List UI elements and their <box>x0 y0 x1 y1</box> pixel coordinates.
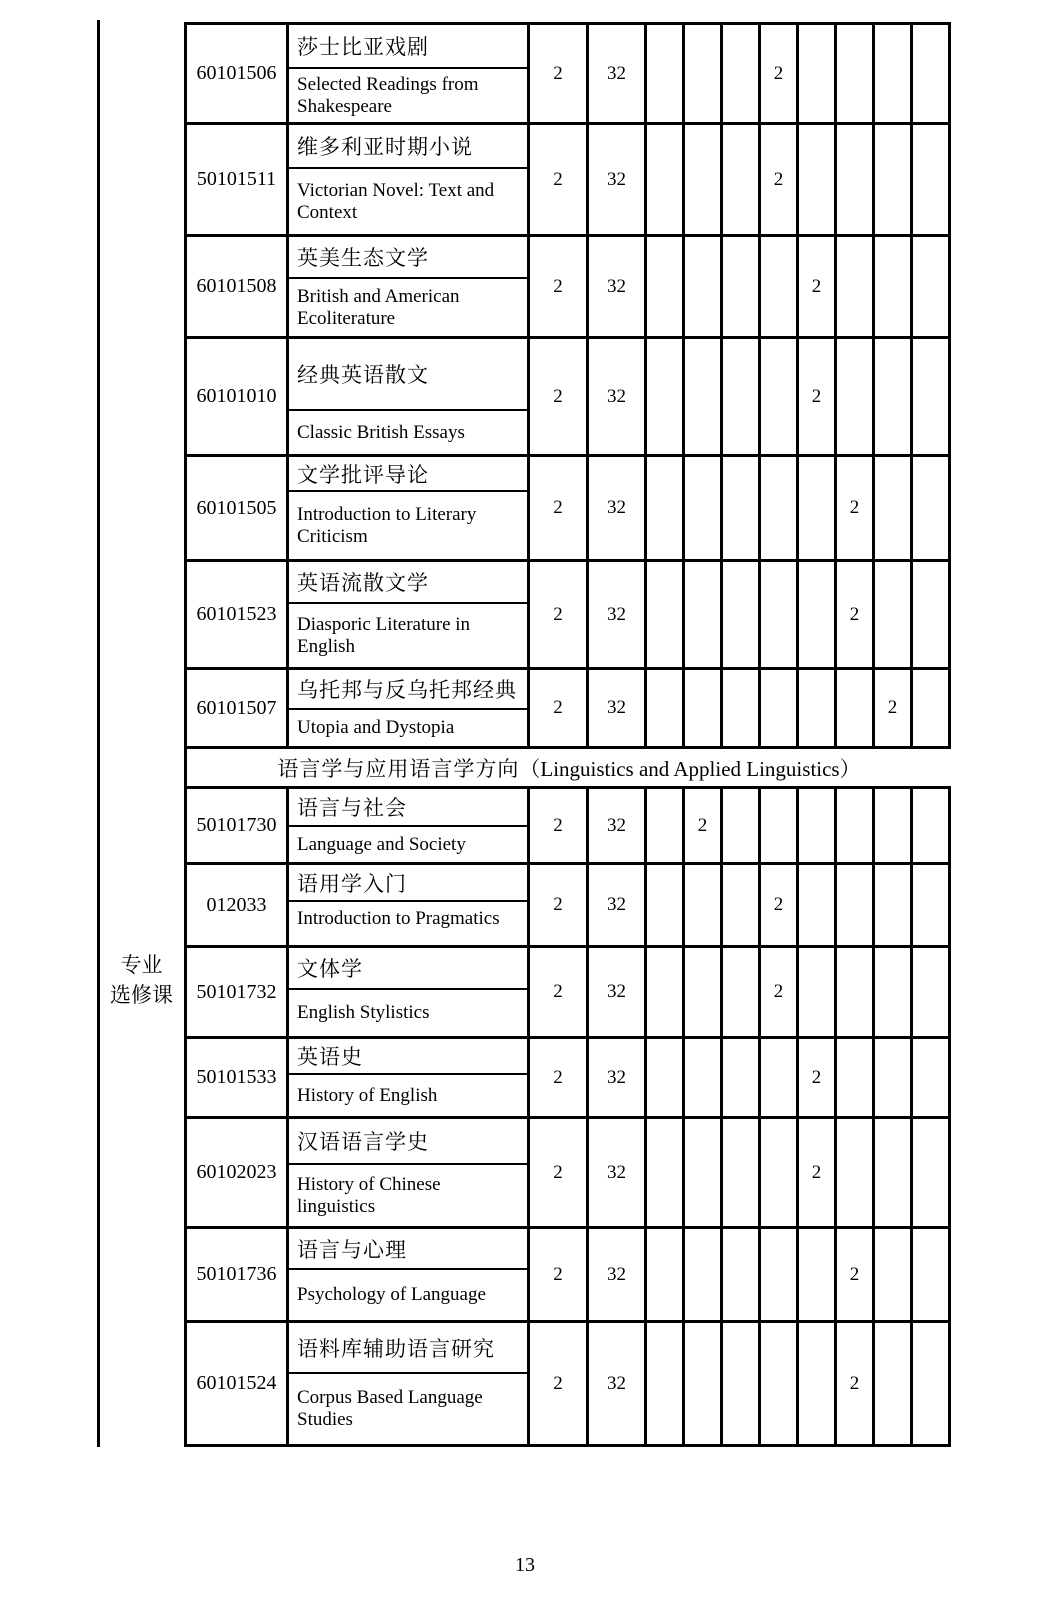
course-name-zh: 经典英语散文 <box>289 339 527 411</box>
course-name-zh: 语用学入门 <box>289 865 527 902</box>
course-name-cell <box>289 339 530 454</box>
semester-8-value <box>913 1039 951 1116</box>
semester-5-value <box>799 1323 837 1444</box>
table-row <box>187 1119 951 1229</box>
semester-4-value <box>761 1229 799 1320</box>
course-name-cell <box>289 25 530 122</box>
credits-value: 2 <box>530 457 589 559</box>
course-name-en: Psychology of Language <box>297 1284 486 1305</box>
table-row <box>187 789 951 865</box>
semester-1-value <box>647 562 685 667</box>
course-code: 60101505 <box>187 457 289 559</box>
semester-5-value <box>799 457 837 559</box>
semester-1-value <box>647 865 685 945</box>
course-name-en: Corpus Based Language Studies <box>297 1387 483 1430</box>
semester-6-value <box>837 25 875 122</box>
course-name-zh: 莎士比亚戏剧 <box>289 25 527 69</box>
course-name-en: British and American Ecoliterature <box>297 285 460 329</box>
course-name-cell <box>289 865 530 945</box>
semester-8-value <box>913 125 951 234</box>
course-name-en: English Stylistics <box>297 1002 430 1023</box>
hours-value: 32 <box>589 789 647 862</box>
semester-6-value <box>837 1119 875 1226</box>
hours-value: 32 <box>589 25 647 122</box>
course-name-zh: 文体学 <box>289 948 527 990</box>
semester-8-value <box>913 457 951 559</box>
semester-6-value <box>837 948 875 1036</box>
credits-value: 2 <box>530 1039 589 1116</box>
semester-3-value <box>723 125 761 234</box>
semester-7-value <box>875 789 913 862</box>
semester-6-value <box>837 670 875 746</box>
semester-1-value <box>647 237 685 336</box>
semester-5-value <box>799 1229 837 1320</box>
table-row <box>187 125 951 237</box>
credits-value: 2 <box>530 865 589 945</box>
semester-5-value <box>799 789 837 862</box>
hours-value: 32 <box>589 1119 647 1226</box>
semester-3-value <box>723 789 761 862</box>
semester-6-value <box>837 237 875 336</box>
semester-8-value <box>913 237 951 336</box>
semester-6-value <box>837 339 875 454</box>
semester-3-value <box>723 1039 761 1116</box>
semester-6-value <box>837 1039 875 1116</box>
course-name-en: Classic British Essays <box>297 421 465 443</box>
course-name-zh: 语言与心理 <box>289 1229 527 1270</box>
category-label-line1: 专业 <box>120 953 163 977</box>
table-row <box>187 1323 951 1447</box>
semester-2-value <box>685 562 723 667</box>
hours-value: 32 <box>589 1323 647 1444</box>
semester-4-value <box>761 1323 799 1444</box>
semester-7-value <box>875 237 913 336</box>
semester-1-value <box>647 457 685 559</box>
course-code: 012033 <box>187 865 289 945</box>
table-row <box>187 670 951 749</box>
semester-8-value <box>913 948 951 1036</box>
course-name-cell <box>289 1229 530 1320</box>
semester-7-value <box>875 1119 913 1226</box>
course-name-zh: 英语史 <box>289 1039 527 1075</box>
semester-8-value <box>913 789 951 862</box>
semester-5-value <box>799 948 837 1036</box>
hours-value: 32 <box>589 1229 647 1320</box>
category-label <box>98 950 185 1010</box>
hours-value: 32 <box>589 948 647 1036</box>
course-code: 60101507 <box>187 670 289 746</box>
semester-3-value <box>723 670 761 746</box>
semester-4-value: 2 <box>761 125 799 234</box>
course-code: 50101511 <box>187 125 289 234</box>
table-row <box>187 562 951 670</box>
course-name-zh: 语料库辅助语言研究 <box>289 1323 527 1374</box>
semester-2-value <box>685 670 723 746</box>
credits-value: 2 <box>530 1323 589 1444</box>
course-name-zh: 乌托邦与反乌托邦经典 <box>289 670 527 710</box>
table-row <box>187 457 951 562</box>
table-row <box>187 865 951 948</box>
semester-6-value: 2 <box>837 1323 875 1444</box>
semester-1-value <box>647 1119 685 1226</box>
semester-2-value <box>685 1323 723 1444</box>
semester-3-value <box>723 25 761 122</box>
semester-8-value <box>913 339 951 454</box>
semester-5-value <box>799 25 837 122</box>
semester-8-value <box>913 1323 951 1444</box>
course-code: 50101533 <box>187 1039 289 1116</box>
semester-8-value <box>913 1229 951 1320</box>
semester-5-value: 2 <box>799 237 837 336</box>
credits-value: 2 <box>530 339 589 454</box>
semester-5-value: 2 <box>799 1039 837 1116</box>
semester-7-value <box>875 948 913 1036</box>
course-name-zh: 英美生态文学 <box>289 237 527 279</box>
section-title-zh: 语言学与应用语言学方向 <box>277 756 520 781</box>
course-code: 50101732 <box>187 948 289 1036</box>
table-row <box>187 1229 951 1323</box>
section-title-en: （Linguistics and Applied Linguistics） <box>519 756 861 781</box>
semester-4-value: 2 <box>761 25 799 122</box>
course-name-en: Selected Readings from Shakespeare <box>297 73 479 117</box>
course-name-zh: 文学批评导论 <box>289 457 527 492</box>
semester-7-value <box>875 339 913 454</box>
course-name-cell <box>289 670 530 746</box>
semester-4-value <box>761 670 799 746</box>
semester-3-value <box>723 865 761 945</box>
semester-1-value <box>647 1039 685 1116</box>
semester-8-value <box>913 1119 951 1226</box>
semester-7-value <box>875 865 913 945</box>
course-name-cell <box>289 1323 530 1444</box>
hours-value: 32 <box>589 237 647 336</box>
table-row <box>187 339 951 457</box>
semester-4-value <box>761 1039 799 1116</box>
course-code: 60101506 <box>187 25 289 122</box>
course-code: 50101730 <box>187 789 289 862</box>
hours-value: 32 <box>589 670 647 746</box>
semester-4-value <box>761 339 799 454</box>
course-name-cell <box>289 1119 530 1226</box>
semester-4-value <box>761 789 799 862</box>
section-header-row <box>187 749 951 789</box>
semester-2-value <box>685 1039 723 1116</box>
semester-3-value <box>723 457 761 559</box>
credits-value: 2 <box>530 1119 589 1226</box>
credits-value: 2 <box>530 237 589 336</box>
semester-5-value: 2 <box>799 339 837 454</box>
semester-2-value <box>685 339 723 454</box>
table-row <box>187 25 951 125</box>
course-name-cell <box>289 789 530 862</box>
hours-value: 32 <box>589 457 647 559</box>
semester-2-value <box>685 948 723 1036</box>
semester-4-value: 2 <box>761 865 799 945</box>
course-code: 60101508 <box>187 237 289 336</box>
course-name-cell <box>289 237 530 336</box>
semester-1-value <box>647 789 685 862</box>
hours-value: 32 <box>589 1039 647 1116</box>
course-code: 60101523 <box>187 562 289 667</box>
semester-6-value: 2 <box>837 1229 875 1320</box>
semester-7-value <box>875 25 913 122</box>
semester-4-value <box>761 562 799 667</box>
semester-4-value <box>761 237 799 336</box>
semester-7-value <box>875 1229 913 1320</box>
page-number: 13 <box>515 1554 535 1576</box>
semester-2-value <box>685 125 723 234</box>
course-code: 50101736 <box>187 1229 289 1320</box>
semester-6-value: 2 <box>837 562 875 667</box>
category-label-line2: 选修课 <box>110 983 173 1007</box>
hours-value: 32 <box>589 339 647 454</box>
course-name-cell <box>289 1039 530 1116</box>
table-row <box>187 948 951 1039</box>
semester-7-value <box>875 1039 913 1116</box>
semester-5-value <box>799 125 837 234</box>
course-name-cell <box>289 125 530 234</box>
semester-5-value: 2 <box>799 1119 837 1226</box>
credits-value: 2 <box>530 1229 589 1320</box>
semester-3-value <box>723 1119 761 1226</box>
semester-8-value <box>913 25 951 122</box>
semester-2-value <box>685 1229 723 1320</box>
semester-8-value <box>913 562 951 667</box>
hours-value: 32 <box>589 562 647 667</box>
course-name-cell <box>289 457 530 559</box>
semester-8-value <box>913 865 951 945</box>
credits-value: 2 <box>530 948 589 1036</box>
semester-1-value <box>647 1323 685 1444</box>
credits-value: 2 <box>530 670 589 746</box>
semester-7-value <box>875 1323 913 1444</box>
credits-value: 2 <box>530 562 589 667</box>
semester-6-value <box>837 125 875 234</box>
course-name-en: History of Chinese linguistics <box>297 1173 441 1217</box>
semester-6-value: 2 <box>837 457 875 559</box>
course-table <box>184 22 951 1447</box>
semester-2-value <box>685 1119 723 1226</box>
credits-value: 2 <box>530 25 589 122</box>
semester-1-value <box>647 25 685 122</box>
course-name-en: Language and Society <box>297 833 466 855</box>
semester-4-value: 2 <box>761 948 799 1036</box>
semester-7-value <box>875 457 913 559</box>
semester-2-value <box>685 457 723 559</box>
course-name-en: Diasporic Literature in English <box>297 613 471 657</box>
semester-4-value <box>761 457 799 559</box>
course-name-cell <box>289 562 530 667</box>
credits-value: 2 <box>530 789 589 862</box>
semester-5-value <box>799 670 837 746</box>
semester-3-value <box>723 948 761 1036</box>
credits-value: 2 <box>530 125 589 234</box>
semester-2-value <box>685 865 723 945</box>
semester-1-value <box>647 670 685 746</box>
course-name-en: Introduction to Literary Criticism <box>297 503 477 547</box>
semester-2-value: 2 <box>685 789 723 862</box>
semester-5-value <box>799 865 837 945</box>
course-code: 60101010 <box>187 339 289 454</box>
course-name-en: History of English <box>297 1084 438 1106</box>
semester-3-value <box>723 1323 761 1444</box>
semester-3-value <box>723 1229 761 1320</box>
semester-4-value <box>761 1119 799 1226</box>
course-name-zh: 汉语语言学史 <box>289 1119 527 1165</box>
course-name-en: Victorian Novel: Text and Context <box>297 179 495 223</box>
course-code: 60101524 <box>187 1323 289 1444</box>
semester-3-value <box>723 339 761 454</box>
course-name-en: Introduction to Pragmatics <box>297 908 500 929</box>
course-name-zh: 维多利亚时期小说 <box>289 125 527 169</box>
semester-3-value <box>723 237 761 336</box>
hours-value: 32 <box>589 125 647 234</box>
course-code: 60102023 <box>187 1119 289 1226</box>
semester-7-value <box>875 562 913 667</box>
semester-1-value <box>647 339 685 454</box>
semester-2-value <box>685 25 723 122</box>
semester-8-value <box>913 670 951 746</box>
semester-1-value <box>647 125 685 234</box>
semester-2-value <box>685 237 723 336</box>
semester-7-value <box>875 125 913 234</box>
semester-1-value <box>647 1229 685 1320</box>
semester-3-value <box>723 562 761 667</box>
semester-7-value: 2 <box>875 670 913 746</box>
course-name-cell <box>289 948 530 1036</box>
semester-1-value <box>647 948 685 1036</box>
table-row <box>187 1039 951 1119</box>
semester-6-value <box>837 789 875 862</box>
table-row <box>187 237 951 339</box>
hours-value: 32 <box>589 865 647 945</box>
course-name-zh: 语言与社会 <box>289 789 527 827</box>
category-column-rule <box>97 20 100 1447</box>
course-name-zh: 英语流散文学 <box>289 562 527 604</box>
semester-5-value <box>799 562 837 667</box>
course-name-en: Utopia and Dystopia <box>297 717 455 738</box>
semester-6-value <box>837 865 875 945</box>
